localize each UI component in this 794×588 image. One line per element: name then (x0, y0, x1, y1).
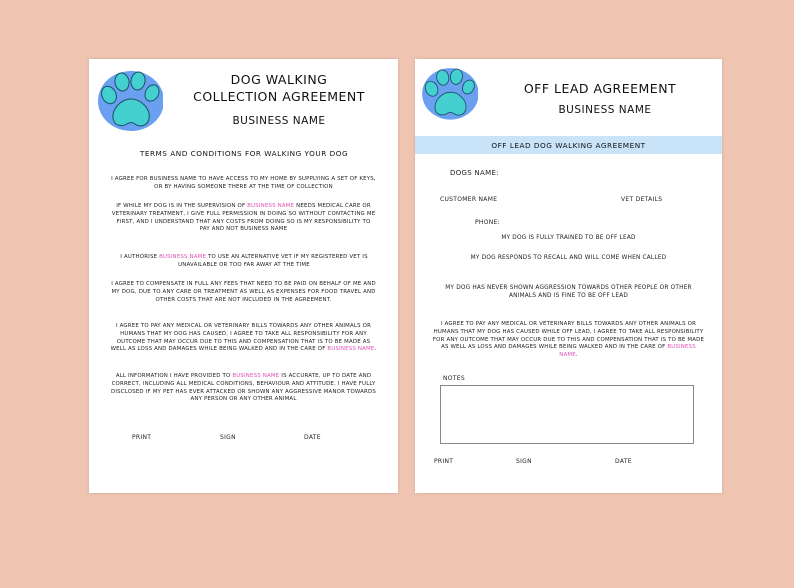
paragraph-access: I AGREE FOR BUSINESS NAME TO HAVE ACCESS TO MY HOME BY SUPPLYING A SET OF KEYS, OR BY HAVING SOMEONE THERE AT THE TIME OF COLLECTION (111, 176, 376, 190)
paragraph-alternative-vet: I AUTHORISE BUSINESS NAME TO USE AN ALTERNATIVE VET IF MY REGISTERED VET IS UNAVAILABLE OR TOO FAR AWAY AT THE TIME (120, 254, 368, 268)
statement-no-aggression: MY DOG HAS NEVER SHOWN AGGRESSION TOWARDS OTHER PEOPLE OR OTHER ANIMALS AND IS FINE TO BE OFF LEAD (445, 285, 692, 299)
date-label: DATE (615, 458, 632, 465)
business-name-highlight: BUSINESS NAME (247, 203, 295, 209)
paragraph-information: ALL INFORMATION I HAVE PROVIDED TO BUSINESS NAME IS ACCURATE, UP TO DATE AND CORRECT, INCLUDING ALL MEDICAL CONDITIONS, BEHAVIOUR AND ATTITUDE. I HAVE FULLY DISCLOSED IF MY PET HAS EVER ATTACKED OR SHOWN ANY AGGRESSIVE MANOR TOWARDS ANY PERSON OR ANY OTHER ANIMAL (111, 373, 376, 403)
print-label: PRINT (132, 434, 152, 441)
paragraph-compensation: I AGREE TO COMPENSATE IN FULL ANY FEES THAT NEED TO BE PAID ON BEHALF OF ME AND MY DOG, DUE TO ANY CARE OR TREATMENT AS WELL AS EXPENSES FOR FOOD TRAVEL AND OTHER COSTS THAT ARE NOT INCLUDED IN THE AGREEMENT. (111, 281, 376, 303)
terms-heading: TERMS AND CONDITIONS FOR WALKING YOUR DOG (139, 149, 349, 158)
business-name: BUSINESS NAME (232, 115, 326, 127)
collection-agreement-page (89, 59, 398, 493)
dogs-name-label: DOGS NAME: (450, 169, 499, 177)
business-name-highlight: BUSINESS NAME (159, 254, 207, 260)
business-name: BUSINESS NAME (558, 104, 652, 116)
paw-logo-icon (91, 65, 163, 135)
print-label: PRINT (434, 458, 454, 465)
notes-box[interactable] (440, 385, 694, 444)
customer-name-label: CUSTOMER NAME (440, 196, 498, 203)
paragraph-medical-care: IF WHILE MY DOG IS IN THE SUPERVISION OF BUSINESS NAME NEEDS MEDICAL CARE OR VETERINARY TREATMENT, I GIVE FULL PERMISSION IN DOING SO WITHOUT CONTACTING ME FIRST, AND I UNDERSTAND THAT ANY COSTS FROM DOING SO IS MY RESPONSIBILITY TO PAY AND NOT BUSINESS NAME (111, 203, 376, 233)
business-name-highlight: BUSINESS NAME (327, 346, 375, 353)
banner-text: OFF LEAD DOG WALKING AGREEMENT (491, 141, 646, 150)
paragraph-bills: I AGREE TO PAY ANY MEDICAL OR VETERINARY BILLS TOWARDS ANY OTHER ANIMALS OR HUMANS THAT MY DOG HAS CAUSED, I AGREE TO TAKE ALL RESPONSIBILITY FOR ANY OUTCOME THAT MAY OCCUR DUE TO THIS AND COMPENSATION THAT IS TO BE MADE AS WELL AS LOSS AND DAMAGES WHILE BEING WALKED AND IN THE CARE OF BUSINESS NAME. (110, 323, 377, 353)
statement-recall: MY DOG RESPONDS TO RECALL AND WILL COME WHEN CALLED (470, 255, 667, 261)
off-lead-agreement-page (415, 59, 722, 493)
notes-label: NOTES (443, 375, 465, 382)
date-label: DATE (304, 434, 321, 441)
sign-label: SIGN (220, 434, 236, 441)
page-title: OFF LEAD AGREEMENT (523, 81, 677, 96)
phone-label: PHONE: (475, 219, 500, 226)
paragraph-bills: I AGREE TO PAY ANY MEDICAL OR VETERINARY BILLS TOWARDS ANY OTHER ANIMALS OR HUMANS THAT MY DOG HAS CAUSED WHILE OFF LEAD, I AGREE TO TAKE ALL RESPONSIBILITY FOR ANY OUTCOME THAT MAY OCCUR DUE TO THIS AND COMPENSATION THAT IS TO BE MADE AS WELL AS LOSS AND DAMAGES WHILE BEING WALKED AND IN THE CARE OF BUSINESS NAME. (432, 321, 705, 359)
business-name-highlight: BUSINESS NAME (232, 373, 280, 379)
page-title-line2: COLLECTION AGREEMENT (193, 89, 365, 104)
vet-details-label: VET DETAILS (621, 196, 663, 203)
business-name-highlight: BUSINESS NAME (559, 344, 696, 359)
statement-trained: MY DOG IS FULLY TRAINED TO BE OFF LEAD (501, 235, 636, 241)
paw-logo-icon (416, 63, 478, 123)
sign-label: SIGN (516, 458, 532, 465)
page-title-line1: DOG WALKING (230, 72, 328, 87)
